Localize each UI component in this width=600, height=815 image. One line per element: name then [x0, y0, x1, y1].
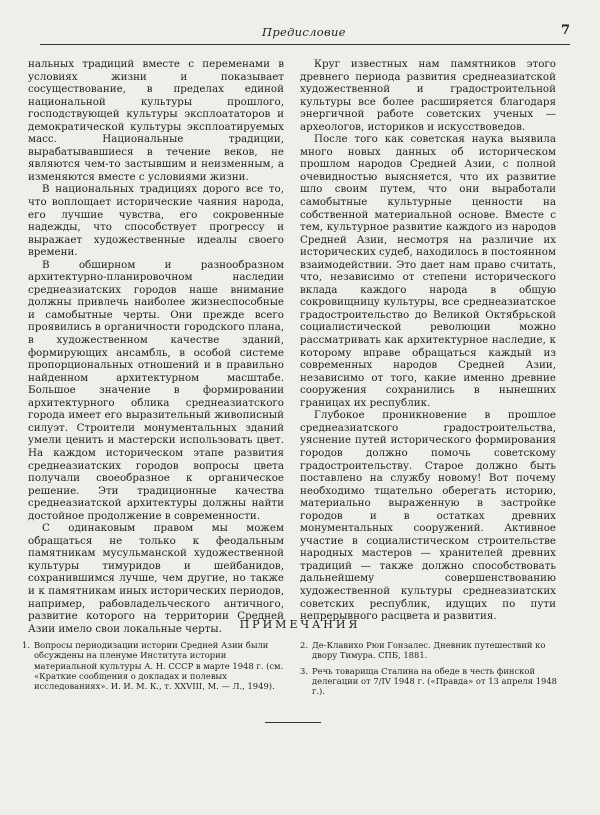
page-number: 7 [560, 23, 570, 38]
footnote-text: Речь товарища Сталина на обеде в честь финской делегации от 7/IV 1948 г. («Правда» от 13 апреля 1948 г.). [312, 665, 558, 697]
running-header [40, 22, 570, 45]
right-column [300, 58, 556, 623]
footnote-number: 3. [300, 665, 308, 676]
paragraph: В национальных традициях дорого все то, что воплощает исторические чаяния народа, его лучшие чувства, его сокровенные надежды, что способствует прогрессу и выражает художественные идеалы своего времени. [28, 183, 284, 259]
footnote-text: Вопросы периодизации истории Средней Азии были обсуждены на пленуме Института истории материальной культуры А. Н. СССР в марте 1948 г. (см. «Краткие сообщения о докладах и полевых исследованиях». И. И. М. К., т. XXVIII, М. — Л., 1949). [34, 640, 284, 692]
footnote [300, 640, 562, 661]
notes-heading: ПРИМЕЧАНИЯ [239, 618, 361, 631]
footnote [22, 640, 286, 691]
footnote-text: Де-Клавихо Рюи Гонзалес. Дневник путешествий ко двору Тимура. СПБ, 1881. [312, 640, 546, 661]
notes-left-column [22, 640, 286, 696]
running-title: Предисловие [262, 25, 346, 39]
paragraph: нальных традиций вместе с переменами в условиях жизни и показывает сосуществование, в пределах единой национальной культуры прошлого, господствующей культуры эксплоататоров и демократической культуры эксплоатируемых масс. Национальные традиции, вырабатывавшиеся в течение веков, не являются чем-то застывшим и неизменным, а изменяются вместе с условиями жизни. [28, 58, 284, 183]
notes-right-column [300, 640, 562, 701]
paragraph: Глубокое проникновение в прошлое среднеазиатского градостроительства, уяснение путей исторического формирования городов должно помочь советскому градостроительству. Старое должно быть поставлено на службу новому! Вот почему необходимо тщательно оберегать историю, материально выраженную в застройке городов и в остатках древних монументальных сооружений. Активное участие в социалистическом строительстве народных мастеров — хранителей древних традиций — также должно способствовать дальнейшему совершенствованию художественной культуры среднеазиатских советских республик, идущих по пути непрерывного расцвета и развития. [300, 409, 556, 623]
left-column [28, 58, 284, 635]
end-divider [265, 722, 321, 723]
paragraph: После того как советская наука выявила много новых данных об историческом прошлом народов Средней Азии, с полной очевидностью выясняется, что их развитие шло своим путем, что они выработали самобытные культурные ценности на собственной материальной основе. Вместе с тем, культурное развитие каждого из народов Средней Азии, несмотря на различие их исторических судеб, находилось в постоянном взаимодействии. Это дает нам право считать, что, независимо от степени исторического вклада каждого народа в общую сокровищницу культуры, все среднеазиатское градостроительство до Великой Октябрьской социалистической революции можно рассматривать как архитектурное наследие, к которому вправе обращаться каждый из современных народов Средней Азии, независимо от того, какие именно древние сооружения сохранились в нынешних границах их республик. [300, 133, 556, 409]
footnote [300, 666, 562, 697]
paragraph: Круг известных нам памятников этого древнего периода развития среднеазиатской художественной и градостроительной культуры все более расширяется благодаря энергичной работе советских ученых — археологов, историков и искусствоведов. [300, 58, 556, 133]
footnote-number: 2. [300, 640, 308, 650]
paragraph: С одинаковым правом мы можем обращаться не только к феодальным памятникам мусульманской художественной культуры тимуридов и шейбанидов, сохранившимся лучше, чем другие, но также и к памятникам иных исторических периодов, например, рабовладельческого античного, развитие которого на территории Средней Азии имело свои локальные черты. [28, 522, 284, 635]
paragraph: В обширном и разнообразном архитектурно-планировочном наследии среднеазиатских городов наше внимание должны привлечь наиболее жизнеспособные и самобытные черты. Они прежде всего проявились в органичности городского плана, в художественном качестве зданий, формирующих ансамбль, в особой системе пропорциональных отношений и в правильно найденном архитектурном масштабе. Большое значение в формировании архитектурного облика среднеазиатского города имеет его выразительный живописный силуэт. Строители монументальных зданий умели ценить и мастерски использовать цвет. На каждом историческом этапе развития среднеазиатских городов вопросы цвета получали своеобразное к органическое решение. Эти традиционные качества среднеазиатской архитектуры должны найти достойное продолжение в современности. [28, 258, 284, 522]
footnote-number: 1. [22, 640, 30, 650]
